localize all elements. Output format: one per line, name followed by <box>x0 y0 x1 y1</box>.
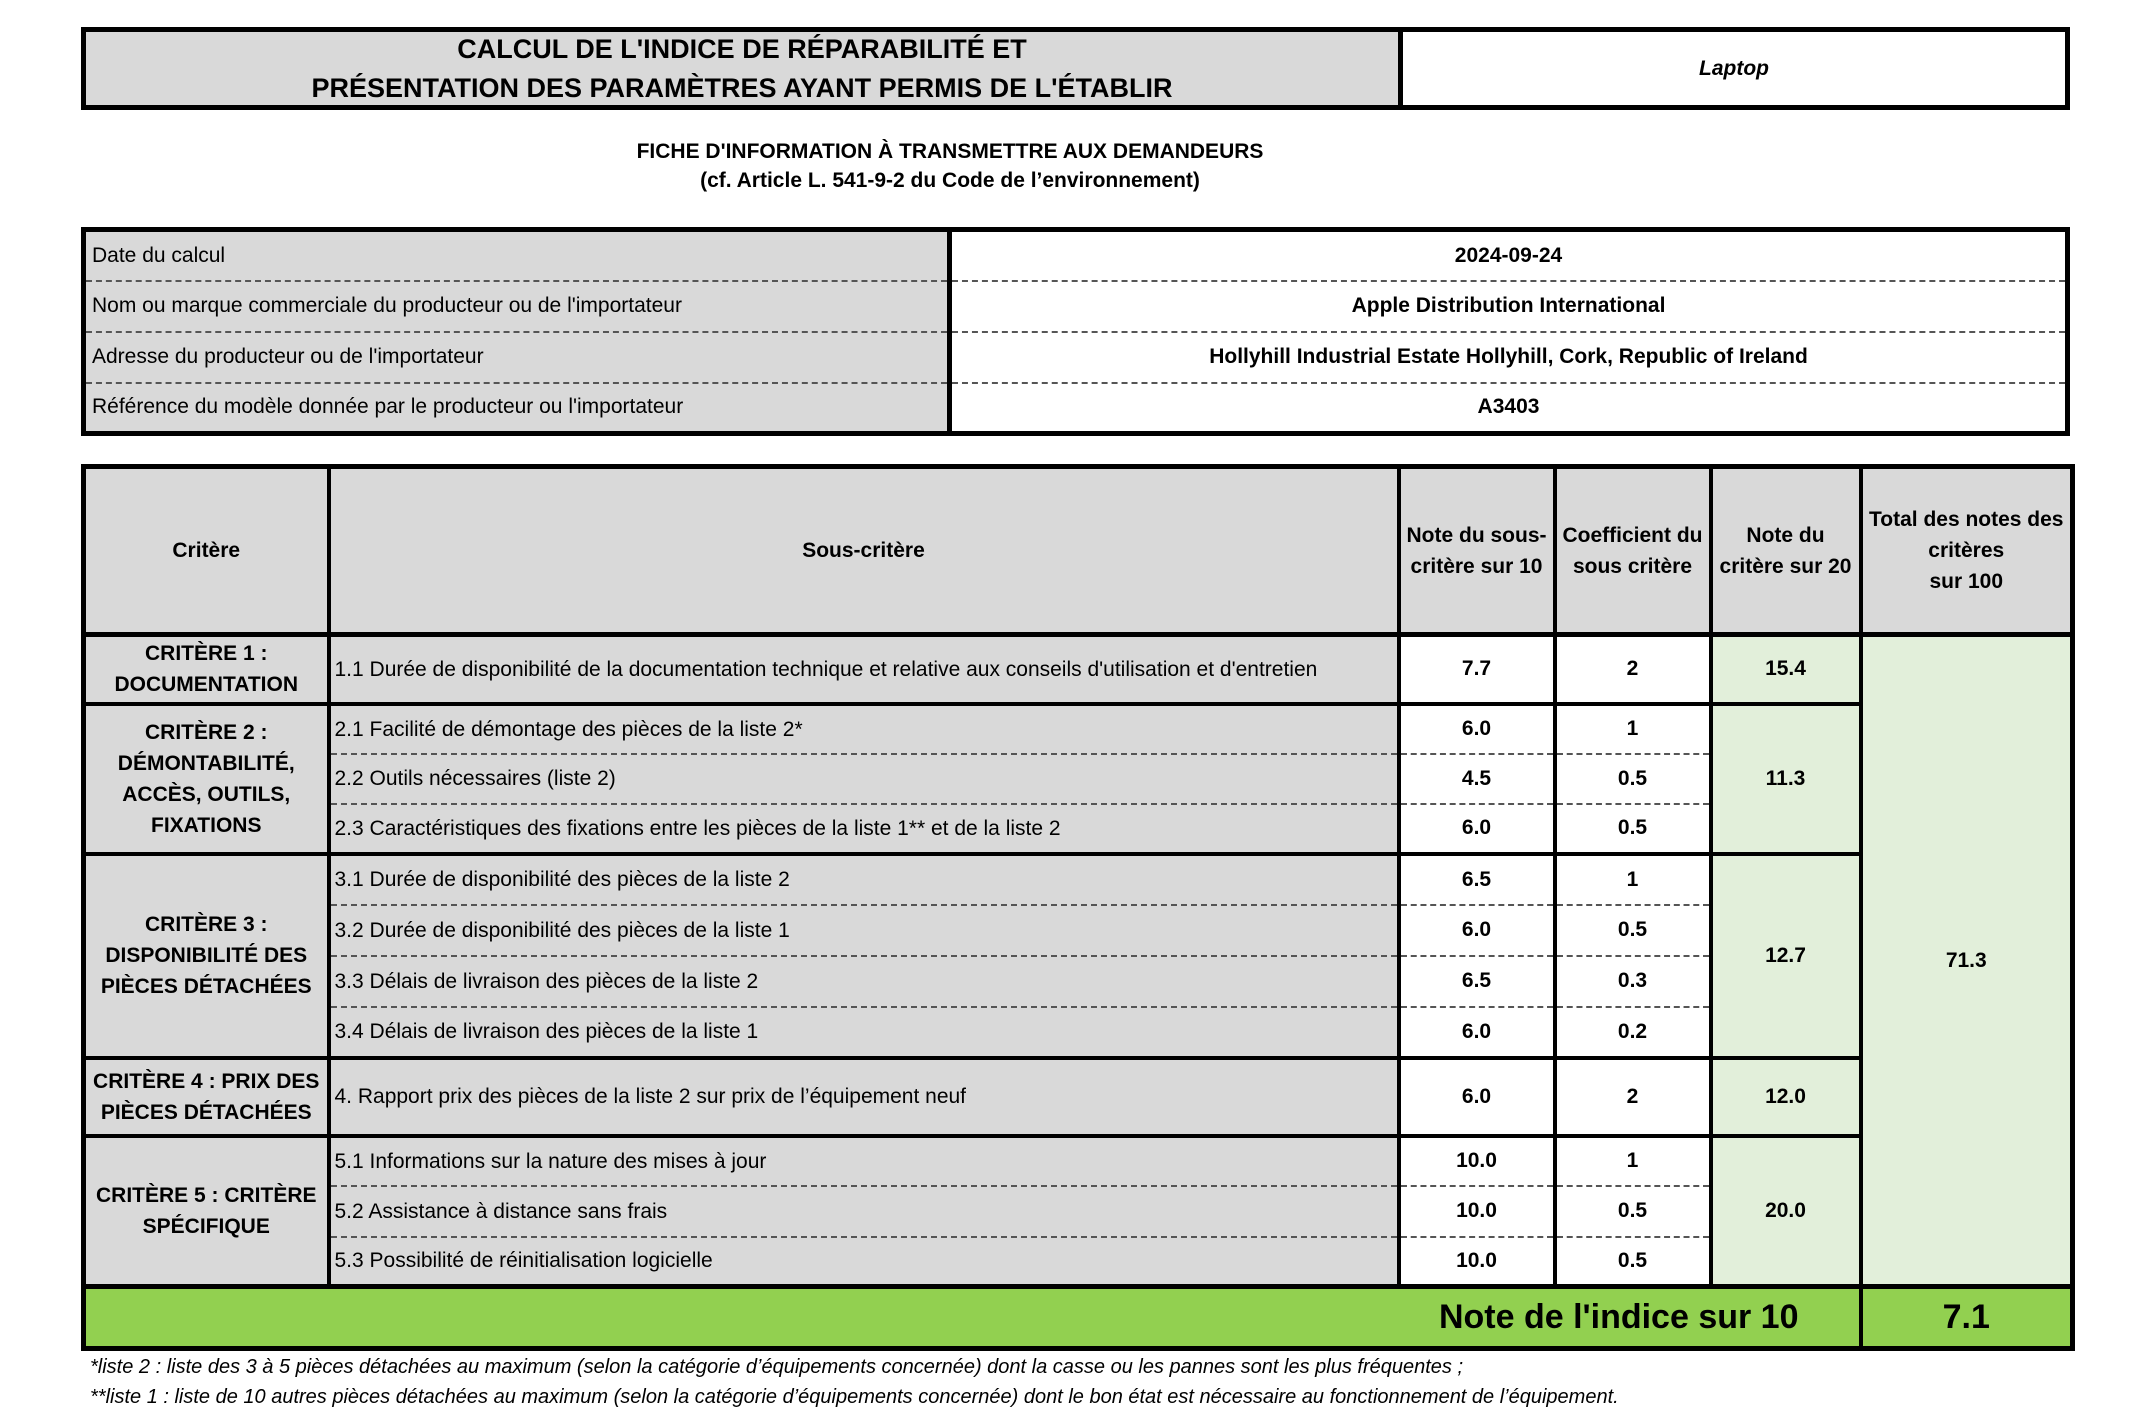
criterion-name-line: PIÈCES DÉTACHÉES <box>100 1100 312 1124</box>
sub-criterion-score: 6.0 <box>1399 905 1555 956</box>
criterion-name <box>84 1136 329 1287</box>
sub-criterion-coefficient: 0.5 <box>1555 905 1711 956</box>
criterion-name-line: DÉMONTABILITÉ, <box>117 751 295 775</box>
sub-criterion-score: 7.7 <box>1399 635 1555 704</box>
info-label: Adresse du producteur ou de l'importateur <box>84 332 950 383</box>
header-note-sous-critere: Note du sous- critère sur 10 <box>1399 467 1555 635</box>
sub-criterion-score: 6.5 <box>1399 854 1555 905</box>
sub-criterion-label: 3.3 Délais de livraison des pièces de la liste 2 <box>329 956 1399 1007</box>
criterion-name-line: CRITÈRE 1 : <box>144 642 268 666</box>
final-index-value: 7.1 <box>1861 1287 2073 1349</box>
header-critere: Critère <box>84 467 329 635</box>
info-label: Nom ou marque commerciale du producteur ou de l'importateur <box>84 281 950 332</box>
sub-criterion-score: 6.0 <box>1399 1007 1555 1058</box>
sub-criterion-score: 10.0 <box>1399 1237 1555 1287</box>
fiche-line-1: FICHE D'INFORMATION À TRANSMETTRE AUX DEMANDEURS <box>636 140 1264 163</box>
header-coefficient: Coefficient du sous critère <box>1555 467 1711 635</box>
total-score-100: 71.3 <box>1861 635 2073 1287</box>
sub-criterion-coefficient: 0.5 <box>1555 804 1711 854</box>
fiche-line-2: (cf. Article L. 541-9-2 du Code de l’environnement) <box>700 169 1200 192</box>
criterion-name-line: PIÈCES DÉTACHÉES <box>100 975 312 998</box>
sub-criterion-coefficient: 0.5 <box>1555 1237 1711 1287</box>
sub-criterion-label: 5.1 Informations sur la nature des mises à jour <box>329 1136 1399 1186</box>
criteria-header-row <box>84 467 2073 635</box>
criterion-name-line: CRITÈRE 2 : <box>144 720 268 744</box>
info-label: Référence du modèle donnée par le producteur ou l'importateur <box>84 383 950 434</box>
criterion-name-line: SPÉCIFIQUE <box>142 1214 270 1238</box>
sub-criterion-score: 6.0 <box>1399 704 1555 754</box>
info-row <box>84 332 2068 383</box>
footnote-liste-2: *liste 2 : liste des 3 à 5 pièces détachées au maximum (selon la catégorie d’équipements concernée) dont la casse ou les pannes sont les plus fréquentes ; <box>90 1356 1464 1378</box>
sub-criterion-row <box>84 1058 2073 1136</box>
sub-criterion-label: 1.1 Durée de disponibilité de la documentation technique et relative aux conseils d'utilisation et d'entretien <box>329 635 1399 704</box>
sub-criterion-coefficient: 2 <box>1555 1058 1711 1136</box>
sub-criterion-coefficient: 1 <box>1555 704 1711 754</box>
info-table <box>81 227 2070 436</box>
criterion-score-20: 20.0 <box>1711 1136 1861 1287</box>
criterion-name <box>84 1058 329 1136</box>
info-value: Apple Distribution International <box>950 281 2068 332</box>
sub-criterion-row <box>84 704 2073 754</box>
header-sous-critere: Sous-critère <box>329 467 1399 635</box>
final-index-label: Note de l'indice sur 10 <box>84 1287 1861 1349</box>
sub-criterion-score: 10.0 <box>1399 1136 1555 1186</box>
criterion-name <box>84 704 329 854</box>
criterion-name <box>84 635 329 704</box>
sub-criterion-label: 5.3 Possibilité de réinitialisation logicielle <box>329 1237 1399 1287</box>
info-value: 2024-09-24 <box>1454 243 1563 267</box>
criterion-name-line: DOCUMENTATION <box>114 673 299 697</box>
product-type: Laptop <box>1398 27 2070 110</box>
criterion-score-20: 12.0 <box>1711 1058 1861 1136</box>
criterion-score-20: 12.7 <box>1711 854 1861 1058</box>
sub-criterion-coefficient: 0.5 <box>1555 754 1711 804</box>
criterion-name-line: CRITÈRE 3 : <box>144 913 268 936</box>
sub-criterion-label: 2.2 Outils nécessaires (liste 2) <box>329 754 1399 804</box>
sub-criterion-coefficient: 0.3 <box>1555 956 1711 1007</box>
sub-criterion-label: 2.3 Caractéristiques des fixations entre les pièces de la liste 1** et de la liste 2 <box>329 804 1399 854</box>
criterion-name-line: ACCÈS, OUTILS, <box>122 782 291 806</box>
criterion-name <box>84 854 329 1058</box>
criterion-name-line: FIXATIONS <box>151 813 262 837</box>
fiche-heading <box>0 137 1900 195</box>
sub-criterion-score: 6.5 <box>1399 956 1555 1007</box>
criteria-table <box>81 464 2075 1351</box>
final-index-row <box>84 1287 2073 1349</box>
criterion-name-line: CRITÈRE 5 : CRITÈRE <box>95 1183 317 1207</box>
footnotes <box>90 1352 2090 1412</box>
info-row <box>84 281 2068 332</box>
sub-criterion-score: 6.0 <box>1399 1058 1555 1136</box>
info-label: Date du calcul <box>84 230 950 281</box>
info-row <box>84 230 2068 281</box>
sub-criterion-coefficient: 0.5 <box>1555 1186 1711 1237</box>
title-line-2: PRÉSENTATION DES PARAMÈTRES AYANT PERMIS DE L'ÉTABLIR <box>311 72 1173 103</box>
footnote-liste-1: **liste 1 : liste de 10 autres pièces détachées au maximum (selon la catégorie d’équipements concernée) dont le bon état est nécessaire au fonctionnement de l’équipement. <box>90 1386 1619 1408</box>
sub-criterion-row <box>84 635 2073 704</box>
sub-criterion-coefficient: 1 <box>1555 1136 1711 1186</box>
sub-criterion-row <box>84 1136 2073 1186</box>
sub-criterion-score: 6.0 <box>1399 804 1555 854</box>
info-value: A3403 <box>950 383 2068 434</box>
info-value: Hollyhill Industrial Estate Hollyhill, Cork, Republic of Ireland <box>950 332 2068 383</box>
criterion-score-20: 11.3 <box>1711 704 1861 854</box>
sub-criterion-coefficient: 2 <box>1555 635 1711 704</box>
info-row <box>84 383 2068 434</box>
sub-criterion-row <box>84 854 2073 905</box>
sub-criterion-score: 4.5 <box>1399 754 1555 804</box>
criterion-name-line: CRITÈRE 4 : PRIX DES <box>93 1069 320 1093</box>
title-line-1: CALCUL DE L'INDICE DE RÉPARABILITÉ ET <box>457 33 1027 64</box>
sub-criterion-coefficient: 0.2 <box>1555 1007 1711 1058</box>
sub-criterion-label: 3.1 Durée de disponibilité des pièces de la liste 2 <box>329 854 1399 905</box>
sub-criterion-score: 10.0 <box>1399 1186 1555 1237</box>
header-total: Total des notes des critères sur 100 <box>1861 467 2073 635</box>
sub-criterion-label: 3.4 Délais de livraison des pièces de la liste 1 <box>329 1007 1399 1058</box>
sub-criterion-coefficient: 1 <box>1555 854 1711 905</box>
sub-criterion-label: 2.1 Facilité de démontage des pièces de la liste 2* <box>329 704 1399 754</box>
sub-criterion-label: 5.2 Assistance à distance sans frais <box>329 1186 1399 1237</box>
criterion-name-line: DISPONIBILITÉ DES <box>105 944 308 967</box>
sub-criterion-label: 4. Rapport prix des pièces de la liste 2 sur prix de l’équipement neuf <box>329 1058 1399 1136</box>
sub-criterion-label: 3.2 Durée de disponibilité des pièces de la liste 1 <box>329 905 1399 956</box>
criterion-score-20: 15.4 <box>1711 635 1861 704</box>
document-title <box>81 27 1398 110</box>
header-note-critere: Note du critère sur 20 <box>1711 467 1861 635</box>
